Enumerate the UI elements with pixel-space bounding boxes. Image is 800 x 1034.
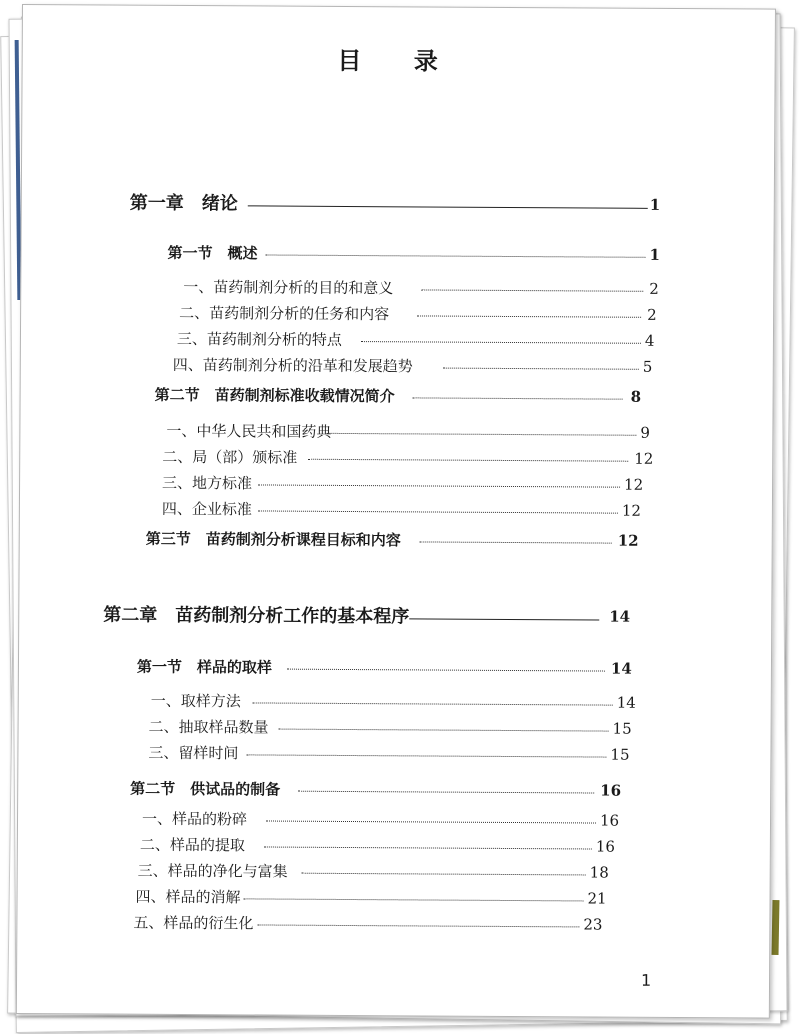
toc-page-number: 1 [649, 195, 661, 214]
toc-item [166, 418, 650, 443]
toc-leader [420, 541, 612, 543]
toc-item [148, 714, 632, 739]
toc-item-label: 二、苗药制剂分析的任务和内容 [179, 303, 390, 323]
toc-item-label: 四、样品的消解 [135, 887, 241, 906]
toc-page-number: 18 [589, 863, 609, 882]
toc-page-number: 12 [621, 501, 642, 520]
toc-section [130, 776, 622, 801]
toc-page-number: 12 [634, 449, 654, 468]
toc-item [135, 884, 607, 909]
toc-section-label: 第二节 供试品的制备 [130, 779, 281, 799]
toc-page-number: 15 [610, 745, 630, 764]
toc-page-number: 4 [644, 331, 655, 350]
toc-page-number: 14 [609, 607, 631, 626]
toc-page-number: 15 [612, 719, 632, 738]
toc-page-number: 16 [600, 781, 622, 800]
toc-item-label: 三、苗药制剂分析的特点 [176, 329, 343, 349]
toc-leader [253, 702, 613, 705]
toc-page-number: 16 [595, 837, 616, 856]
toc-item-label: 四、苗药制剂分析的沿革和发展趋势 [172, 355, 413, 375]
toc-section-label: 第一节 样品的取样 [136, 657, 273, 677]
toc-section-label: 第三节 苗药制剂分析课程目标和内容 [145, 529, 401, 549]
toc-item [133, 910, 603, 935]
cover-edge [772, 900, 780, 955]
toc-page-number: 9 [640, 423, 650, 442]
toc-leader [244, 898, 584, 901]
toc-item [179, 300, 657, 325]
toc-section-label: 第二节 苗药制剂标准收载情况简介 [154, 385, 395, 405]
toc-leader [326, 433, 636, 436]
toc-leader [266, 821, 596, 824]
toc-page-number: 23 [583, 915, 603, 934]
toc-section [145, 526, 639, 552]
toc-leader [443, 368, 639, 370]
toc-item-label: 三、留样时间 [148, 743, 239, 762]
toc-page-number: 14 [616, 693, 636, 712]
toc-item [176, 326, 655, 351]
toc-item [141, 806, 620, 831]
toc-item [183, 274, 659, 299]
toc-leader [302, 873, 586, 876]
toc-page-number: 14 [610, 659, 632, 678]
toc-page [16, 4, 776, 1019]
toc-leader [264, 846, 592, 849]
toc-item-label: 一、苗药制剂分析的目的和意义 [183, 277, 394, 297]
toc-leader [409, 618, 599, 620]
toc-leader [308, 459, 628, 462]
toc-leader [248, 205, 648, 208]
toc-leader [413, 397, 623, 399]
toc-leader [258, 510, 618, 513]
toc-item-label: 一、样品的粉碎 [141, 809, 248, 828]
toc-leader [246, 754, 606, 757]
toc-item [172, 352, 653, 377]
toc-item [162, 470, 644, 495]
toc-page-number: 2 [649, 279, 659, 298]
toc-section-label: 第一节 概述 [167, 243, 258, 262]
folio-page-number: 1 [640, 970, 652, 990]
toc-leader [287, 669, 605, 672]
toc-page-number: 12 [624, 475, 644, 494]
toc-page-number: 16 [599, 811, 620, 830]
toc-page-number: 21 [587, 889, 607, 908]
toc-section [154, 382, 642, 407]
toc-leader [258, 484, 620, 487]
toc-leader [279, 729, 609, 732]
toc-leader [361, 341, 641, 344]
toc-page-number: 1 [649, 245, 660, 264]
toc-item [139, 832, 616, 857]
toc-item-label: 四、企业标准 [161, 499, 252, 518]
toc-chapter [103, 602, 631, 628]
toc-section [136, 654, 632, 679]
toc-item [137, 858, 609, 883]
toc-item-label: 三、地方标准 [162, 473, 253, 492]
toc-item-label: 一、取样方法 [150, 691, 241, 710]
toc-item-label: 一、中华人民共和国药典 [166, 421, 332, 441]
toc-chapter-label: 第二章 苗药制剂分析工作的基本程序 [103, 604, 410, 628]
toc-chapter [129, 190, 661, 215]
toc-page-number: 2 [647, 305, 657, 324]
toc-chapter-label: 第一章 绪论 [129, 192, 238, 215]
toc-leader [265, 254, 645, 257]
toc-page-number: 12 [617, 531, 639, 550]
toc-item-label: 五、样品的衍生化 [133, 913, 254, 932]
toc-item-label: 二、局（部）颁标准 [162, 447, 298, 467]
toc-leader [298, 791, 594, 794]
toc-leader [257, 924, 579, 927]
toc-page-number: 8 [630, 387, 642, 406]
toc-leader [417, 315, 641, 317]
toc-item [161, 496, 642, 521]
toc-item-label: 二、样品的提取 [139, 835, 245, 854]
toc-item [148, 740, 630, 765]
toc-item [162, 444, 654, 469]
toc-leader [421, 289, 643, 291]
toc-item-label: 二、抽取样品数量 [148, 717, 269, 737]
page-title: 目 录 [337, 45, 460, 76]
toc-section [167, 240, 660, 265]
toc-page-number: 5 [642, 357, 653, 376]
toc-item [150, 688, 636, 713]
toc-item-label: 三、样品的净化与富集 [137, 861, 288, 881]
